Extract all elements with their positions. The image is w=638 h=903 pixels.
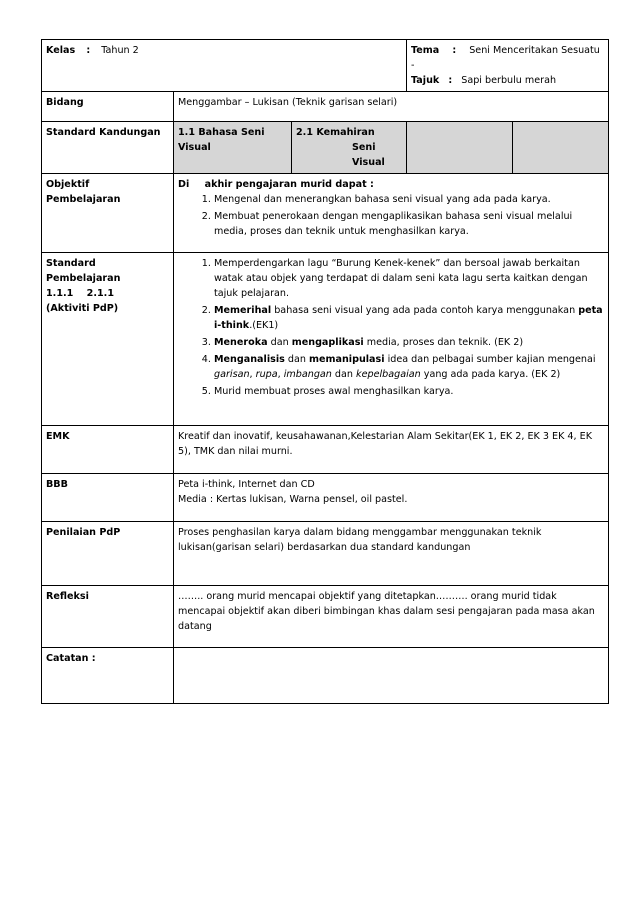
sp-item-3-text-2: media, proses dan teknik. (EK 2): [363, 337, 524, 348]
sp-content: [174, 253, 609, 426]
kelas-sep: :: [86, 45, 91, 56]
tema-sep: :: [452, 45, 457, 56]
sp-item-4-bold-2: memanipulasi: [308, 354, 385, 365]
bidang-label: Bidang: [42, 92, 174, 122]
kelas-cell: [42, 40, 407, 92]
sp-item-3-bold-1: Meneroka: [214, 337, 268, 348]
sk-2-1: [292, 122, 407, 174]
sp-item-4-text-6: yang ada pada karya. (EK 2): [420, 369, 561, 380]
tema-value: Seni Menceritakan Sesuatu -: [411, 45, 600, 71]
objektif-item: 2. Membuat penerokaan dengan mengaplikasikan bahasa seni visual melalui media, proses dan teknik untuk menghasilkan karya.: [214, 209, 604, 239]
sp-label-line3: 1.1.1 2.1.1: [46, 288, 114, 299]
bbb-line1: Peta i-think, Internet dan CD: [178, 479, 315, 490]
sp-label-line1: Standard: [46, 258, 96, 269]
bidang-value: Menggambar – Lukisan (Teknik garisan selari): [174, 92, 609, 122]
sk-label: Standard Kandungan: [42, 122, 174, 174]
penilaian-row: [42, 522, 609, 586]
sk-1-1: [174, 122, 292, 174]
sp-list: [178, 256, 604, 399]
refleksi-row: [42, 586, 609, 648]
sp-item-2-bold-2: peta i-think: [214, 305, 603, 331]
lesson-plan-table: [41, 39, 609, 704]
sp-item-4-italic-4: kepelbagaian: [356, 369, 421, 380]
objektif-label-line1: Objektif: [46, 179, 90, 190]
tajuk-sep: :: [448, 75, 453, 86]
standard-pembelajaran-row: [42, 253, 609, 426]
emk-row: [42, 426, 609, 474]
refleksi-label: Refleksi: [42, 586, 174, 648]
objektif-content: [174, 174, 609, 253]
sk-1-1-line1: 1.1 Bahasa Seni: [178, 127, 265, 138]
penilaian-value: Proses penghasilan karya dalam bidang menggambar menggunakan teknik lukisan(garisan selari) berdasarkan dua standard kandungan: [174, 522, 609, 586]
sp-item-4-text-5: dan: [331, 369, 357, 380]
sp-item-4-text-4: ,: [277, 369, 284, 380]
penilaian-label: Penilaian PdP: [42, 522, 174, 586]
sp-item-2-text-2: .(EK1): [249, 320, 279, 331]
objektif-intro-b: akhir pengajaran murid dapat :: [204, 179, 374, 190]
sp-item-4-italic-1: garisan: [214, 369, 250, 380]
objektif-label-line2: Pembelajaran: [46, 194, 121, 205]
sk-1-1-line2: Visual: [178, 142, 211, 153]
catatan-row: [42, 648, 609, 704]
sp-item-4-italic-3: imbangan: [283, 369, 332, 380]
sp-item-4-bold-1: Menganalisis: [214, 354, 285, 365]
sp-item-3-bold-2: mengaplikasi: [291, 337, 364, 348]
sp-item-2: [214, 303, 604, 333]
refleksi-value: …….. orang murid mencapai objektif yang ditetapkan………. orang murid tidak mencapai objektif akan diberi bimbingan khas dalam sesi pengajaran pada masa akan datang: [174, 586, 609, 648]
objektif-intro-a: Di: [178, 179, 190, 190]
objektif-row: [42, 174, 609, 253]
bbb-content: [174, 474, 609, 522]
sp-item-4-text-3: ,: [249, 369, 256, 380]
standard-kandungan-row: [42, 122, 609, 174]
sp-item-2-text-1: bahasa seni visual yang ada pada contoh karya menggunakan: [271, 305, 579, 316]
sp-item-1: 1. Memperdengarkan lagu “Burung Kenek-kenek” dan bersoal jawab berkaitan watak atau objek yang terdapat di dalam seni kata lagu serta kaitkan dengan tajuk pelajaran.: [214, 256, 604, 301]
sk-empty-2: [513, 122, 609, 174]
bbb-label: BBB: [42, 474, 174, 522]
objektif-label: [42, 174, 174, 253]
sp-item-3-text-1: dan: [267, 337, 292, 348]
sp-item-4-text-2: idea dan pelbagai sumber kajian mengenai: [384, 354, 596, 365]
sk-2-1-line1: 2.1 Kemahiran: [296, 127, 375, 138]
emk-label: EMK: [42, 426, 174, 474]
sp-item-4-italic-2: rupa: [255, 369, 278, 380]
sp-item-4: [214, 352, 604, 382]
sp-item-4-text-1: dan: [284, 354, 309, 365]
bbb-line2: Media : Kertas lukisan, Warna pensel, oil pastel.: [178, 494, 408, 505]
sk-2-1-line2: Seni Visual: [352, 142, 385, 168]
kelas-value: Tahun 2: [101, 45, 139, 56]
sp-item-2-bold-1: Memerihal: [214, 305, 272, 316]
tajuk-key: Tajuk: [411, 75, 440, 86]
sp-label-line2: Pembelajaran: [46, 273, 121, 284]
objektif-list: [178, 192, 604, 239]
tema-key: Tema: [411, 45, 440, 56]
bidang-row: [42, 92, 609, 122]
objektif-item: 1. Mengenal dan menerangkan bahasa seni visual yang ada pada karya.: [214, 192, 604, 207]
catatan-label: Catatan :: [42, 648, 174, 704]
emk-value: Kreatif dan inovatif, keusahawanan,Kelestarian Alam Sekitar(EK 1, EK 2, EK 3 EK 4, EK 5), TMK dan nilai murni.: [174, 426, 609, 474]
sp-label: [42, 253, 174, 426]
tema-tajuk-cell: [407, 40, 609, 92]
sp-label-line4: (Aktiviti PdP): [46, 303, 119, 314]
bbb-row: [42, 474, 609, 522]
sp-item-3: [214, 335, 604, 350]
tajuk-value: Sapi berbulu merah: [461, 75, 557, 86]
sp-item-5: 5. Murid membuat proses awal menghasilkan karya.: [214, 384, 604, 399]
kelas-key: Kelas: [46, 45, 76, 56]
catatan-value[interactable]: [174, 648, 609, 704]
header-row: [42, 40, 609, 92]
sk-empty-1: [407, 122, 513, 174]
